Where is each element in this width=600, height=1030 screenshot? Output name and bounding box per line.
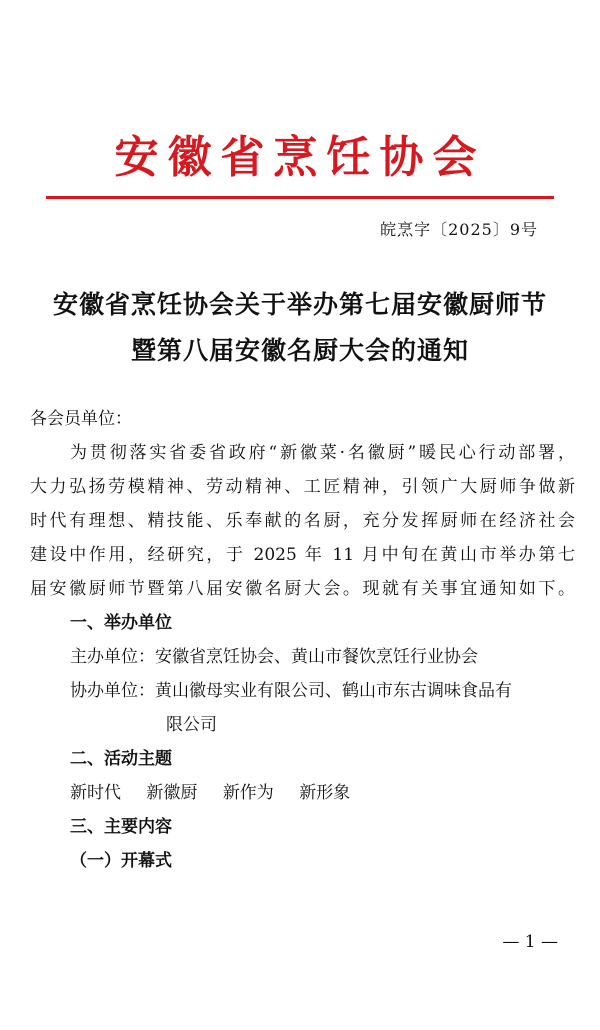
theme-item: 新作为	[222, 783, 274, 803]
org-header-title: 安徽省烹饪协会	[114, 132, 486, 183]
paragraph-line: 为贯彻落实省委省政府“新徽菜·名徽厨”暖民心行动部署，	[70, 443, 575, 463]
paragraph-line: 建设中作用，经研究，于 2025 年 11 月中旬在黄山市举办第七	[30, 545, 575, 565]
theme-list	[30, 776, 575, 810]
theme-item: 新时代	[70, 783, 121, 803]
host-units: 主办单位：安徽省烹饪协会、黄山市餐饮烹饪行业协会	[70, 647, 478, 667]
notice-title-line-1: 安徽省烹饪协会关于举办第七届安徽厨师节	[52, 290, 547, 319]
paragraph-line: 届安徽厨师节暨第八届安徽名厨大会。现就有关事宜通知如下。	[30, 579, 575, 599]
notice-title	[0, 282, 600, 374]
notice-body	[30, 402, 575, 878]
section-heading-contents: 三、主要内容	[70, 817, 172, 837]
salutation: 各会员单位：	[30, 409, 132, 429]
co-host-units-continued: 限公司	[166, 715, 217, 735]
document-number: 皖烹字〔2025〕9号	[380, 220, 538, 239]
paragraph-line: 大力弘扬劳模精神、劳动精神、工匠精神，引领广大厨师争做新	[30, 477, 575, 497]
subsection-heading-opening: （一）开幕式	[70, 851, 172, 871]
paragraph-line: 时代有理想、精技能、乐奉献的名厨，充分发挥厨师在经济社会	[30, 511, 575, 531]
page-number: — 1 —	[502, 932, 558, 952]
theme-item: 新徽厨	[146, 783, 198, 803]
notice-title-line-2: 暨第八届安徽名厨大会的通知	[130, 336, 469, 365]
co-host-units: 协办单位：黄山徽母实业有限公司、鹤山市东古调味食品有	[70, 681, 512, 701]
theme-item: 新形象	[299, 783, 351, 803]
section-heading-organizers: 一、举办单位	[70, 613, 172, 633]
section-heading-theme: 二、活动主题	[70, 749, 172, 769]
header-red-rule	[46, 196, 554, 199]
